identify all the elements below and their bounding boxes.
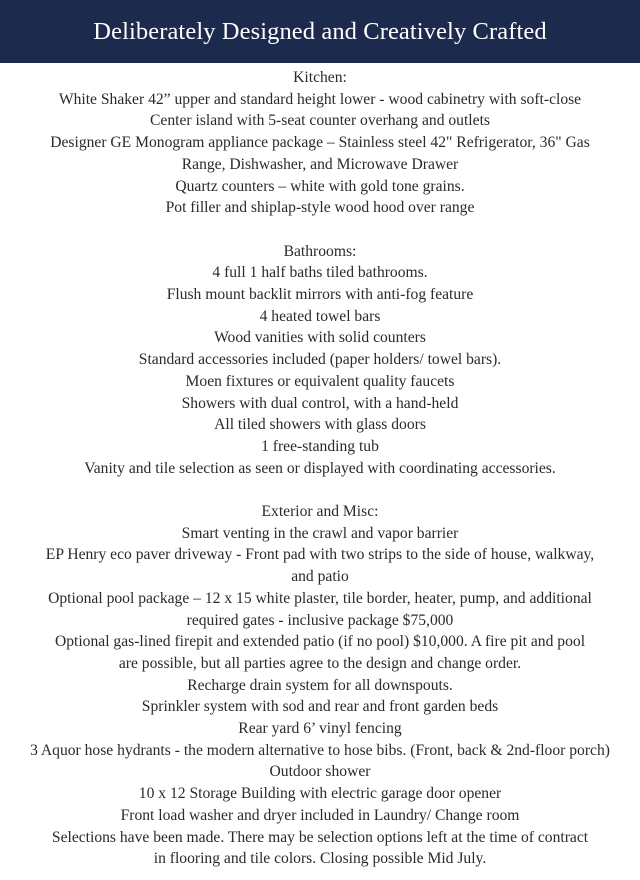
feature-line: Quartz counters – white with gold tone grains. — [175, 177, 465, 195]
feature-line: Wood vanities with solid counters — [214, 329, 426, 347]
feature-line: required gates - inclusive package $75,000 — [186, 611, 454, 629]
feature-line: Center island with 5-seat counter overhang and outlets — [150, 112, 490, 130]
feature-line: 1 free-standing tub — [261, 437, 379, 455]
section-heading: Bathrooms: — [283, 242, 357, 260]
bathrooms-section — [0, 241, 640, 480]
feature-line: are possible, but all parties agree to the design and change order. — [118, 654, 522, 672]
feature-line: Smart venting in the crawl and vapor barrier — [181, 524, 459, 542]
feature-line: Selections have been made. There may be selection options left at the time of contract — [51, 828, 589, 846]
features-list — [0, 63, 640, 870]
feature-line: All tiled showers with glass doors — [214, 416, 426, 434]
feature-line: Rear yard 6’ vinyl fencing — [238, 720, 402, 738]
section-heading: Exterior and Misc: — [261, 503, 379, 521]
feature-line: 3 Aquor hose hydrants - the modern alternative to hose bibs. (Front, back & 2nd-floor porch) — [30, 741, 610, 759]
feature-line: 10 x 12 Storage Building with electric garage door opener — [138, 785, 502, 803]
feature-line: in flooring and tile colors. Closing possible Mid July. — [153, 850, 487, 868]
feature-line: 4 full 1 half baths tiled bathrooms. — [212, 264, 428, 282]
feature-line: Range, Dishwasher, and Microwave Drawer — [181, 155, 459, 173]
feature-line: Recharge drain system for all downspouts. — [187, 676, 453, 694]
feature-line: Sprinkler system with sod and rear and front garden beds — [141, 698, 499, 716]
header-banner — [0, 0, 640, 63]
kitchen-section — [0, 67, 640, 219]
feature-line: Showers with dual control, with a hand-held — [181, 394, 459, 412]
feature-line: White Shaker 42” upper and standard height lower - wood cabinetry with soft-close — [58, 90, 582, 108]
page-title: Deliberately Designed and Creatively Crafted — [93, 17, 547, 45]
feature-line: Standard accessories included (paper holders/ towel bars). — [138, 351, 502, 369]
feature-line: Pot filler and shiplap-style wood hood over range — [165, 199, 475, 217]
feature-line: Optional pool package – 12 x 15 white plaster, tile border, heater, pump, and additional — [48, 589, 592, 607]
exterior-section — [0, 501, 640, 870]
section-heading: Kitchen: — [293, 69, 347, 86]
feature-line: Vanity and tile selection as seen or displayed with coordinating accessories. — [84, 459, 556, 477]
feature-line: and patio — [291, 568, 349, 586]
feature-line: Outdoor shower — [269, 763, 371, 781]
feature-line: EP Henry eco paver driveway - Front pad with two strips to the side of house, walkway, — [45, 546, 595, 564]
feature-line: Optional gas-lined firepit and extended patio (if no pool) $10,000. A fire pit and pool — [54, 633, 586, 651]
feature-line: Moen fixtures or equivalent quality faucets — [185, 372, 455, 390]
feature-line: 4 heated towel bars — [259, 307, 381, 325]
feature-line: Designer GE Monogram appliance package – Stainless steel 42" Refrigerator, 36" Gas — [50, 134, 590, 152]
feature-line: Front load washer and dryer included in Laundry/ Change room — [120, 806, 520, 824]
feature-line: Flush mount backlit mirrors with anti-fog feature — [166, 286, 474, 304]
